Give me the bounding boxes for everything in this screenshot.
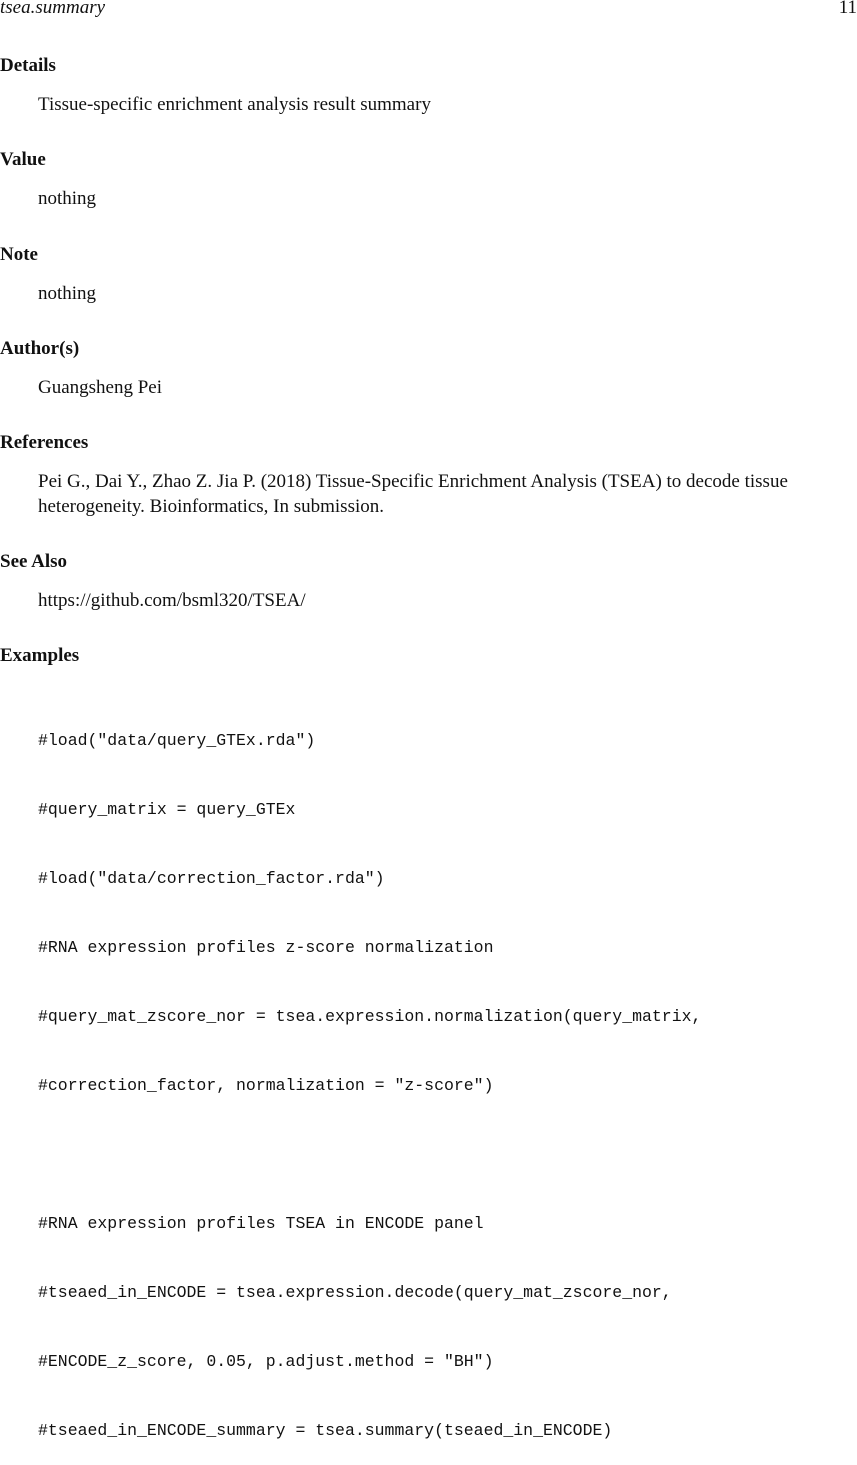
examples-heading: Examples — [0, 645, 80, 666]
running-title: tsea.summary — [0, 0, 106, 18]
note-text: nothing — [38, 283, 97, 304]
references-line-1: Pei G., Dai Y., Zhao Z. Jia P. (2018) Tissue-Specific Enrichment Analysis (TSEA) to decode tissue — [38, 471, 788, 492]
authors-text: Guangsheng Pei — [38, 377, 163, 398]
page-header — [0, 0, 857, 21]
page-number: 11 — [838, 0, 857, 18]
code-line: #tseaed_in_ENCODE = tsea.expression.decode(query_mat_zscore_nor, — [38, 1283, 672, 1302]
see-also-heading: See Also — [0, 551, 68, 572]
code-line: #tseaed_in_ENCODE_summary = tsea.summary(tseaed_in_ENCODE) — [38, 1421, 613, 1440]
references-heading: References — [0, 432, 89, 453]
details-heading: Details — [0, 55, 56, 76]
value-heading: Value — [0, 149, 46, 170]
code-line: #query_mat_zscore_nor = tsea.expression.normalization(query_matrix, — [38, 1007, 702, 1026]
code-line: #RNA expression profiles TSEA in ENCODE panel — [38, 1214, 484, 1233]
code-line: #RNA expression profiles z-score normalization — [38, 938, 494, 957]
details-text: Tissue-specific enrichment analysis result summary — [38, 94, 431, 115]
references-line-2: heterogeneity. Bioinformatics, In submission. — [38, 496, 384, 517]
code-line: #query_matrix = query_GTEx — [38, 800, 296, 819]
note-heading: Note — [0, 244, 38, 265]
code-line — [38, 1143, 701, 1166]
code-line: #ENCODE_z_score, 0.05, p.adjust.method = "BH") — [38, 1352, 494, 1371]
examples-code-block — [38, 683, 701, 1465]
code-line: #load("data/query_GTEx.rda") — [38, 731, 316, 750]
authors-heading: Author(s) — [0, 338, 80, 359]
value-text: nothing — [38, 188, 97, 209]
code-line: #load("data/correction_factor.rda") — [38, 869, 385, 888]
code-line: #correction_factor, normalization = "z-score") — [38, 1076, 494, 1095]
see-also-link[interactable]: https://github.com/bsml320/TSEA/ — [38, 590, 306, 611]
